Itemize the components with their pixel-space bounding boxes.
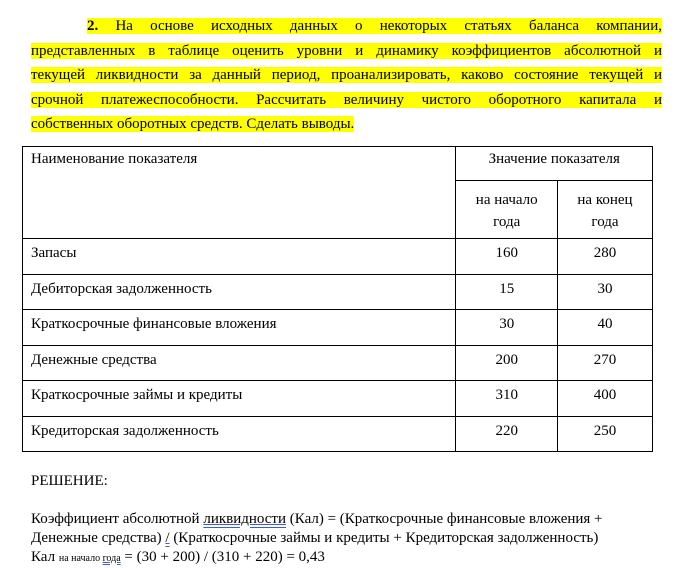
formula-line-1: Коэффициент абсолютной ликвидности (Кал) = (Краткосрочные финансовые вложения + [31, 511, 603, 527]
row-end: 40 [557, 310, 652, 346]
formula-calc-line: Кал на начало года = (30 + 200) / (310 + 220) = 0,43 [31, 549, 325, 565]
table-row [23, 416, 653, 452]
task-text [31, 14, 662, 137]
row-end: 400 [557, 381, 652, 417]
table-row [23, 239, 653, 275]
row-start: 310 [456, 381, 558, 417]
table-row [23, 381, 653, 417]
formula-line-2: Денежные средства) / (Краткосрочные займы и кредиты + Кредиторская задолженность) [31, 530, 599, 546]
table-row [23, 274, 653, 310]
row-name: Краткосрочные займы и кредиты [23, 381, 456, 417]
task-line-1: 2. На основе исходных данных о некоторых статьях баланса компании, [87, 18, 662, 34]
row-name: Дебиторская задолженность [23, 274, 456, 310]
header-end-cell: на конец года [557, 181, 652, 239]
solution-heading: РЕШЕНИЕ: [31, 473, 108, 489]
task-line-4: срочной платежеспособности. Рассчитать величину чистого оборотного капитала и [31, 91, 662, 108]
table-row [23, 345, 653, 381]
row-name: Кредиторская задолженность [23, 416, 456, 452]
row-end: 250 [557, 416, 652, 452]
table-header-row [23, 147, 653, 181]
header-value-cell: Значение показателя [456, 147, 653, 181]
row-start: 220 [456, 416, 558, 452]
task-line-5: собственных оборотных средств. Сделать выводы. [31, 116, 355, 132]
task-line-2: представленных в таблице оценить уровни и динамику коэффициентов абсолютной и [31, 42, 662, 59]
row-end: 30 [557, 274, 652, 310]
row-start: 200 [456, 345, 558, 381]
row-start: 160 [456, 239, 558, 275]
balance-table [22, 146, 653, 452]
row-start: 15 [456, 274, 558, 310]
row-start: 30 [456, 310, 558, 346]
row-end: 280 [557, 239, 652, 275]
task-number: 2. [87, 18, 99, 34]
row-name: Запасы [23, 239, 456, 275]
header-start-cell: на начало года [456, 181, 558, 239]
table-row [23, 310, 653, 346]
task-line-3: текущей ликвидности за данный период, проанализировать, каково состояние текущей и [31, 67, 662, 83]
row-end: 270 [557, 345, 652, 381]
header-name-cell: Наименование показателя [23, 147, 456, 239]
row-name: Денежные средства [23, 345, 456, 381]
solution-formula [31, 510, 662, 568]
row-name: Краткосрочные финансовые вложения [23, 310, 456, 346]
